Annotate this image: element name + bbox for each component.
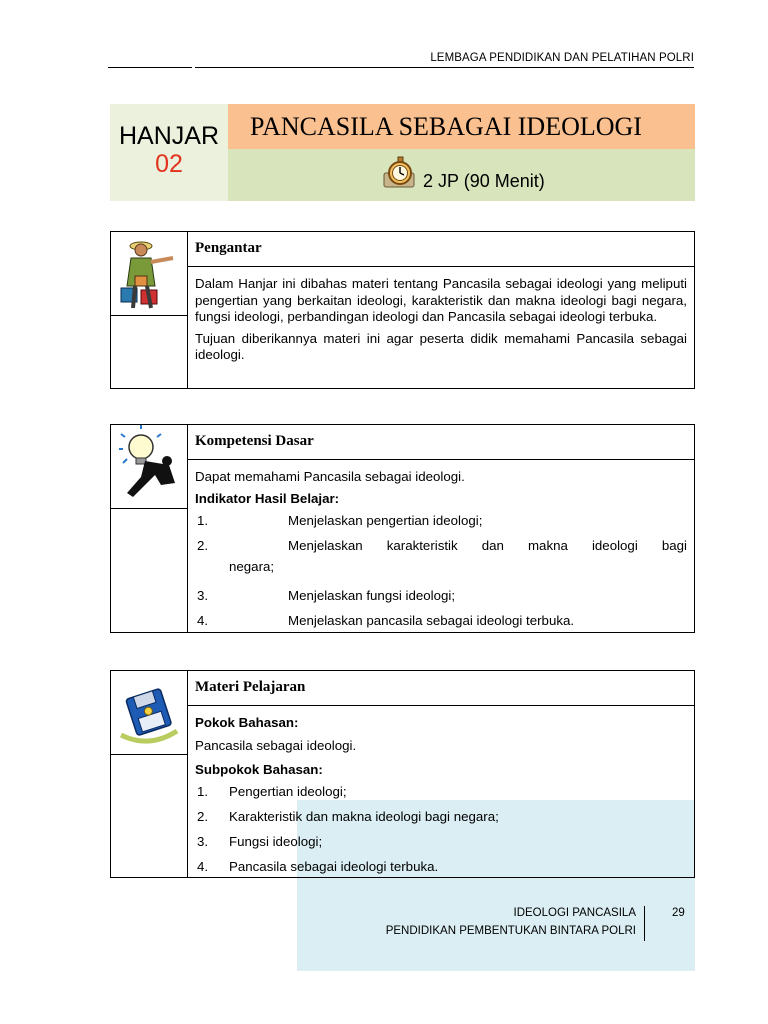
section-pengantar [110, 231, 695, 389]
list-text: Fungsi ideologi; [229, 834, 323, 849]
list-number: 1. [197, 513, 209, 528]
duration-box [228, 149, 695, 201]
hanjar-label-box [110, 104, 228, 201]
kompetensi-body [195, 469, 687, 633]
section-heading-materi: Materi Pelajaran [188, 671, 694, 706]
materi-body [195, 715, 687, 879]
pokok-text: Pancasila sebagai ideologi. [195, 738, 357, 753]
list-item [195, 608, 687, 633]
list-number: 3. [197, 834, 209, 849]
section-heading-kompetensi: Kompetensi Dasar [188, 425, 694, 460]
list-text: negara; [229, 559, 275, 574]
indikator-label: Indikator Hasil Belajar: [195, 491, 340, 506]
section-materi [110, 670, 695, 878]
list-text: Menjelaskan fungsi ideologi; [288, 588, 456, 603]
list-text: Menjelaskan karakteristik dan makna ideologi bagi [288, 538, 687, 553]
list-text: Karakteristik dan makna ideologi bagi negara; [229, 809, 499, 824]
list-number: 2. [197, 809, 209, 824]
icon-cell [111, 671, 188, 755]
list-item [195, 854, 687, 879]
kompetensi-intro: Dapat memahami Pancasila sebagai ideologi. [195, 469, 465, 484]
subpokok-label: Subpokok Bahasan: [195, 762, 323, 777]
list-text: Pengertian ideologi; [229, 784, 347, 799]
hanjar-number: 02 [155, 150, 183, 178]
list-number: 4. [197, 613, 209, 628]
list-number: 3. [197, 588, 209, 603]
list-text: Menjelaskan pancasila sebagai ideologi terbuka. [288, 613, 575, 628]
lightbulb-climber-icon [111, 425, 188, 509]
duration-text: 2 JP (90 Menit) [423, 171, 545, 191]
header-rule-left [108, 67, 192, 68]
list-number: 1. [197, 784, 209, 799]
list-item [195, 829, 687, 854]
footer-title: IDEOLOGI PANCASILA [513, 907, 636, 919]
stopwatch-icon [382, 155, 418, 191]
pokok-label: Pokok Bahasan: [195, 715, 299, 730]
icon-cell [111, 425, 188, 509]
list-text: Menjelaskan pengertian ideologi; [288, 513, 483, 528]
list-item [195, 804, 687, 829]
teacher-figure-icon [111, 232, 188, 316]
title-box [228, 104, 695, 149]
list-item-continuation [195, 558, 687, 583]
list-text: Pancasila sebagai ideologi terbuka. [229, 859, 439, 874]
footer-divider [644, 906, 645, 941]
icon-cell [111, 232, 188, 316]
floppy-disk-icon [111, 671, 188, 755]
footer-subtitle: PENDIDIKAN PEMBENTUKAN BINTARA POLRI [385, 925, 636, 937]
hanjar-word: HANJAR [118, 122, 219, 150]
section-heading-pengantar: Pengantar [188, 232, 694, 267]
list-number: 2. [197, 538, 209, 553]
list-item [195, 508, 687, 533]
header-rule-right [195, 67, 694, 68]
pengantar-body [195, 276, 687, 364]
page-title: PANCASILA SEBAGAI IDEOLOGI [250, 112, 642, 141]
list-item [195, 583, 687, 608]
header-institution: LEMBAGA PENDIDIKAN DAN PELATIHAN POLRI [430, 52, 694, 64]
pengantar-paragraph-1: Dalam Hanjar ini dibahas materi tentang Pancasila sebagai ideologi yang meliputi pengertian yang berkaitan ideologi, karakteristik dan makna ideologi bagi negara, fungsi ideologi, perbandingan ideologi dan Pancasila sebagai ideologi terbuka. [195, 276, 687, 324]
pengantar-paragraph-2: Tujuan diberikannya materi ini agar peserta didik memahami Pancasila sebagai ideologi. [195, 330, 687, 362]
section-kompetensi [110, 424, 695, 633]
list-item [195, 779, 687, 804]
list-number: 4. [197, 859, 209, 874]
list-item [195, 533, 687, 558]
page-number: 29 [672, 907, 685, 919]
